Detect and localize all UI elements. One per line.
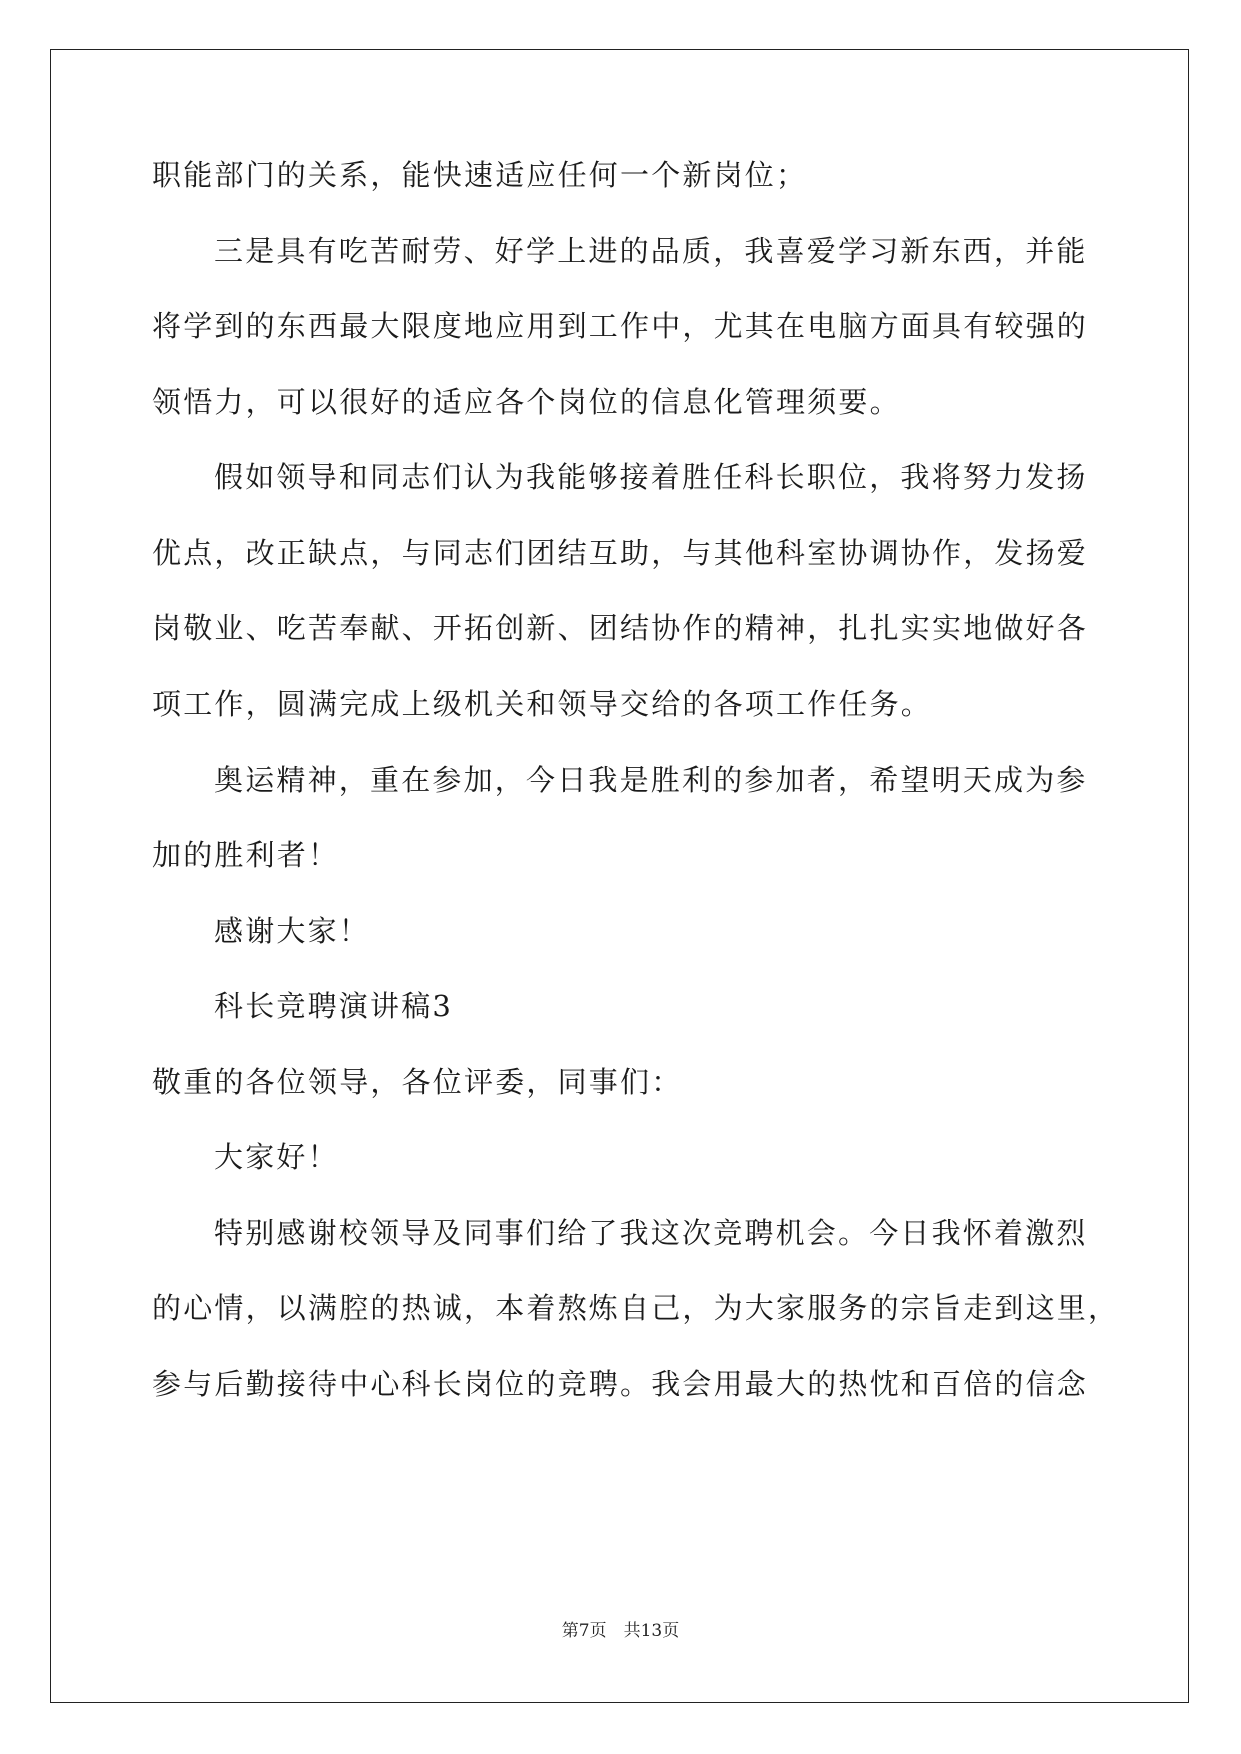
section-title: 科长竞聘演讲稿3 xyxy=(214,989,454,1023)
text-line: 的心情，以满腔的热诚，本着熬炼自己，为大家服务的宗旨走到这里， xyxy=(152,1291,1120,1325)
text-line: 假如领导和同志们认为我能够接着胜任科长职位，我将努力发扬 xyxy=(214,460,1088,494)
text-line: 将学到的东西最大限度地应用到工作中，尤其在电脑方面具有较强的 xyxy=(152,309,1089,343)
text-line: 优点，改正缺点，与同志们团结互助，与其他科室协调协作，发扬爱 xyxy=(152,536,1089,570)
page-border xyxy=(50,49,1189,1703)
text-line: 加的胜利者！ xyxy=(152,838,340,872)
text-line: 特别感谢校领导及同事们给了我这次竞聘机会。今日我怀着激烈 xyxy=(214,1216,1088,1250)
text-line: 项工作，圆满完成上级机关和领导交给的各项工作任务。 xyxy=(152,687,933,721)
text-line: 领悟力，可以很好的适应各个岗位的信息化管理须要。 xyxy=(152,385,901,419)
text-line: 奥运精神，重在参加，今日我是胜利的参加者，希望明天成为参 xyxy=(214,763,1088,797)
text-line: 职能部门的关系，能快速适应任何一个新岗位； xyxy=(152,158,808,192)
text-line: 岗敬业、吃苦奉献、开拓创新、团结协作的精神，扎扎实实地做好各 xyxy=(152,611,1089,645)
text-line: 感谢大家！ xyxy=(214,914,371,948)
text-line: 敬重的各位领导，各位评委，同事们： xyxy=(152,1065,683,1099)
text-line: 大家好！ xyxy=(214,1140,339,1174)
text-line: 三是具有吃苦耐劳、好学上进的品质，我喜爱学习新东西，并能 xyxy=(214,234,1088,268)
page-footer: 第7页 共13页 xyxy=(561,1621,680,1641)
text-line: 参与后勤接待中心科长岗位的竞聘。我会用最大的热忱和百倍的信念 xyxy=(152,1367,1089,1401)
